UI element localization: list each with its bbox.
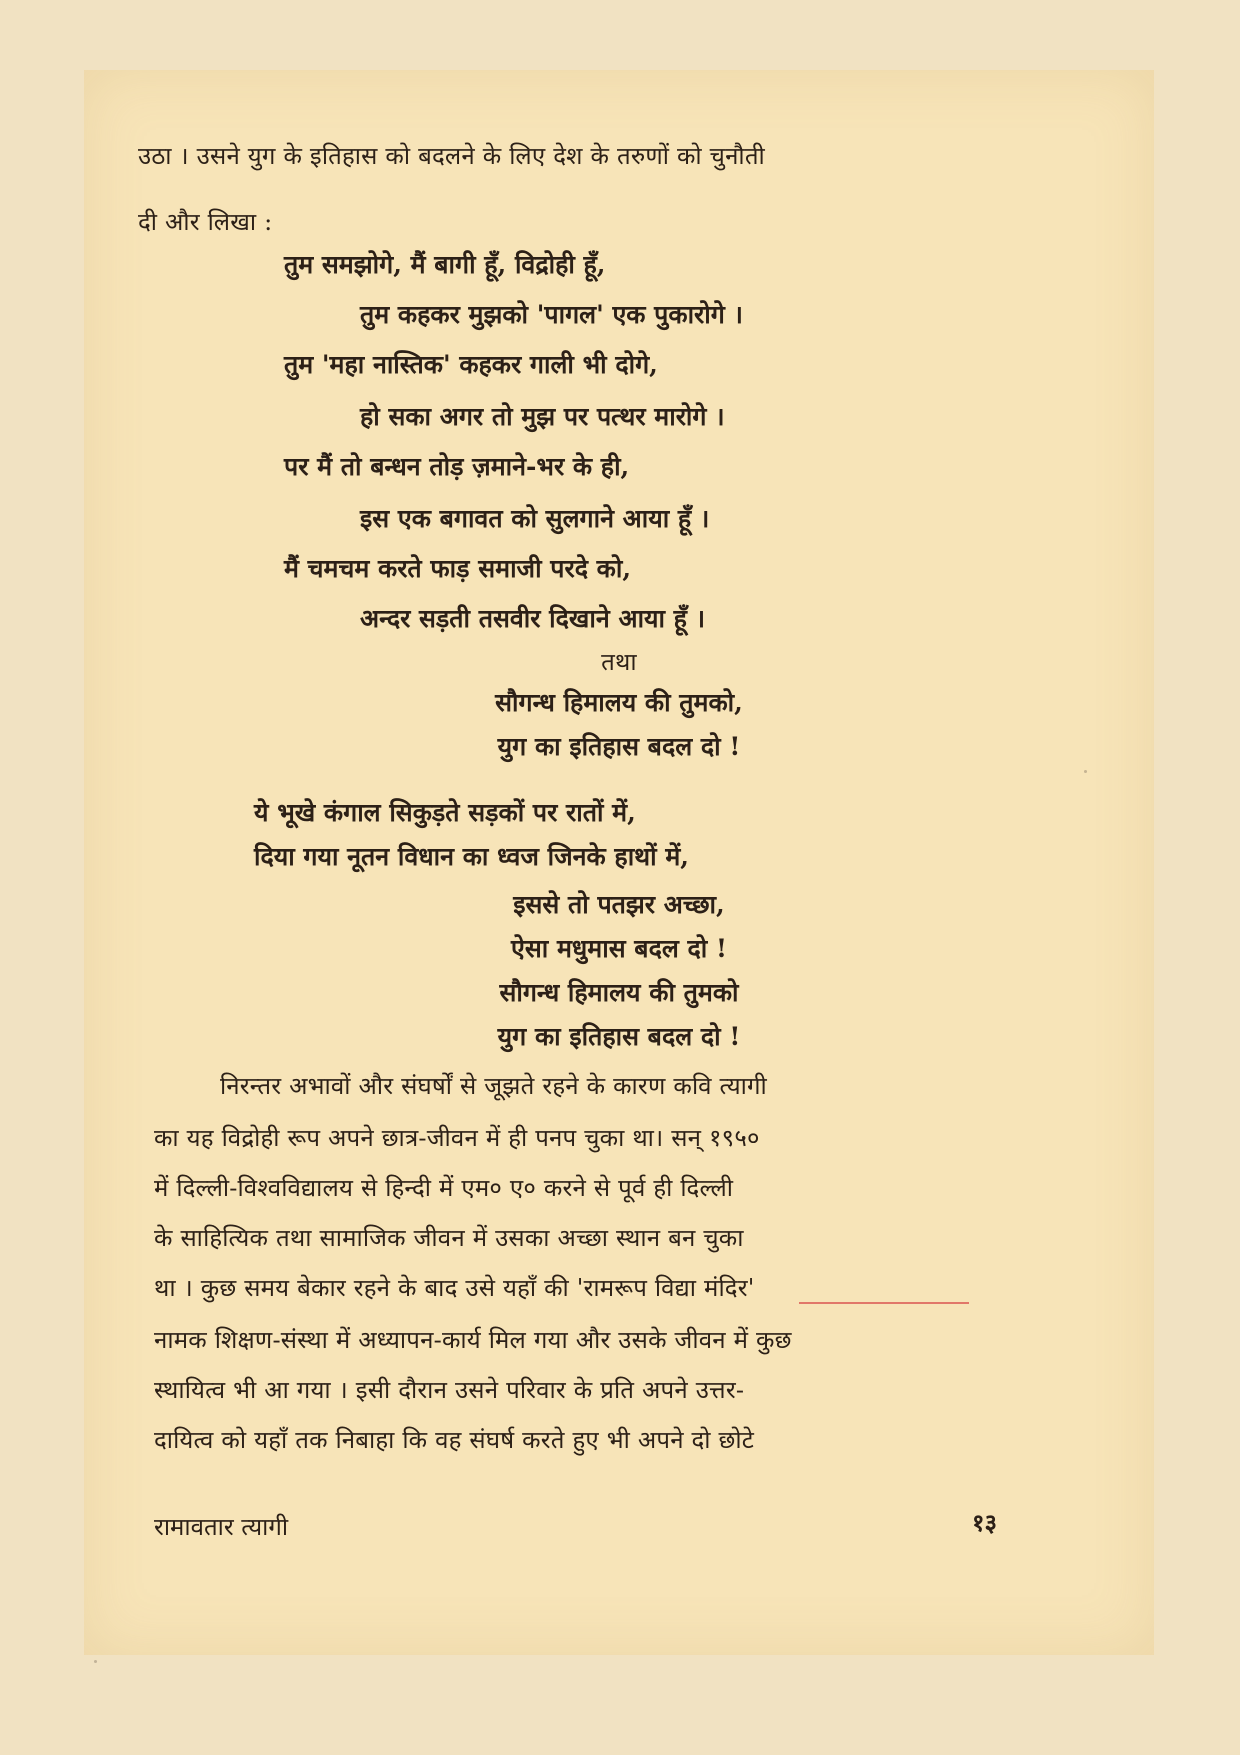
paper-speck <box>94 1660 97 1663</box>
paragraph-line: नामक शिक्षण-संस्था में अध्यापन-कार्य मिल गया और उसके जीवन में कुछ <box>154 1326 792 1354</box>
intro-line: दी और लिखा : <box>138 208 273 236</box>
verse-line: तुम 'महा नास्तिक' कहकर गाली भी दोगे, <box>284 350 658 379</box>
running-footer-author: रामावतार त्यागी <box>154 1513 289 1541</box>
verse-line: युग का इतिहास बदल दो ! <box>497 732 741 761</box>
verse-line: इस एक बगावत को सुलगाने आया हूँ । <box>360 504 710 533</box>
verse-line: मैं चमचम करते फाड़ समाजी परदे को, <box>284 554 632 583</box>
paragraph-line: का यह विद्रोही रूप अपने छात्र-जीवन में ही पनप चुका था। सन् १९५० <box>154 1124 760 1152</box>
paragraph-line: स्थायित्व भी आ गया । इसी दौरान उसने परिवार के प्रति अपने उत्तर- <box>154 1376 745 1404</box>
verse-line: सौगन्ध हिमालय की तुमको <box>499 978 739 1007</box>
intro-line: उठा । उसने युग के इतिहास को बदलने के लिए देश के तरुणों को चुनौती <box>138 142 765 170</box>
verse-line: हो सका अगर तो मुझ पर पत्थर मारोगे । <box>360 402 725 431</box>
paragraph-line: निरन्तर अभावों और संघर्षों से जूझते रहने के कारण कवि त्यागी <box>220 1072 767 1100</box>
verse-line: अन्दर सड़ती तसवीर दिखाने आया हूँ । <box>360 604 706 633</box>
connector-word: तथा <box>601 648 637 676</box>
verse-line: युग का इतिहास बदल दो ! <box>497 1022 741 1051</box>
book-page <box>84 70 1154 1655</box>
verse-line: तुम कहकर मुझको 'पागल' एक पुकारोगे । <box>360 300 744 329</box>
paragraph-line: दायित्व को यहाँ तक निबाहा कि वह संघर्ष करते हुए भी अपने दो छोटे <box>154 1426 755 1454</box>
paragraph-line: में दिल्ली-विश्वविद्यालय से हिन्दी में एम० ए० करने से पूर्व ही दिल्ली <box>154 1174 734 1202</box>
verse-line: इससे तो पतझर अच्छा, <box>513 890 725 919</box>
verse-line: दिया गया नूतन विधान का ध्वज जिनके हाथों में, <box>254 842 689 871</box>
verse-line: तुम समझोगे, मैं बागी हूँ, विद्रोही हूँ, <box>284 250 606 279</box>
verse-line: ये भूखे कंगाल सिकुड़ते सड़कों पर रातों में, <box>254 798 636 827</box>
paragraph-line: था । कुछ समय बेकार रहने के बाद उसे यहाँ की 'रामरूप विद्या मंदिर' <box>154 1274 755 1302</box>
paragraph-line: के साहित्यिक तथा सामाजिक जीवन में उसका अच्छा स्थान बन चुका <box>154 1224 744 1252</box>
verse-line: पर मैं तो बन्धन तोड़ ज़माने-भर के ही, <box>284 452 630 481</box>
page-number: १३ <box>972 1508 997 1537</box>
paper-speck <box>1084 770 1087 773</box>
verse-line: ऐसा मधुमास बदल दो ! <box>511 934 727 963</box>
verse-line: सौगन्ध हिमालय की तुमको, <box>495 688 743 717</box>
highlight-underline <box>799 1302 969 1304</box>
